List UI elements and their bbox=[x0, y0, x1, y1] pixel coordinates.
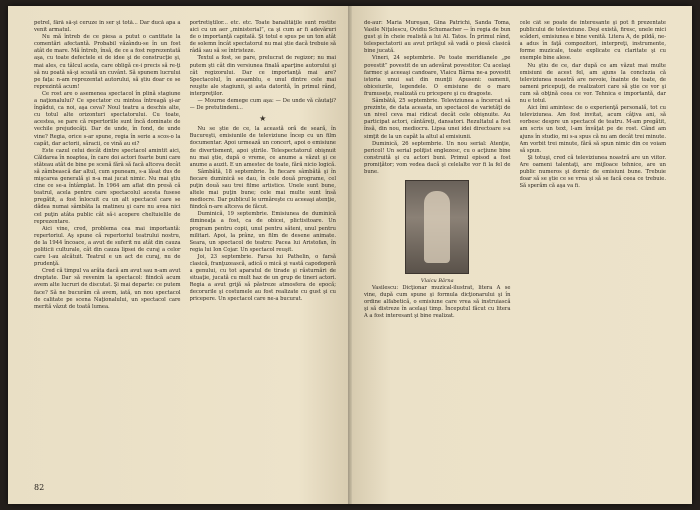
page-number: 82 bbox=[34, 483, 45, 492]
paragraph: Sâmbătă, 25 septembrie. Televiziunea a încercat să prezinte, de data aceasta, un spectacol de varietăţi de un nivel ceva mai ridicat decât cele obişnuite. Au participat actori, cântăreţi, dansatori. Rezultatul a fost însă, din nou, mediocru. Lipsa unei idei directoare s-a simţit de la un capăt la altul al emisiunii. bbox=[364, 98, 511, 140]
paragraph: Duminică, 19 septembrie. Emisiunea de duminică dimineaţa a fost, ca de obicei, plictisitoare. Un program pentru copii, unul pentru săteni, unul pentru militari. Apoi, la prânz, un film de desene animate. Seara, un spectacol de teatru: Pacea lui Aristofan, în regia lui Ion Cojar. Un spectacol reuşit. bbox=[189, 211, 336, 253]
paragraph: Nu se ştie de ce, la această oră de seară, în Bucureşti, emisiunile de televiziune încep cu un film documentar. Apoi urmează un concert, apoi o emisiune de divertisment, apoi ştirile. Telespectatorul obişnuit nu mai ştie, după o vreme, ce anume a văzut şi ce anume a auzit. E un amestec de toate, fără nicio logică. bbox=[189, 126, 336, 168]
paragraph: portretiştilor... etc. etc. Toate banalităţile sunt rostite aici cu un aer „ministerial”, ca şi cum ar fi adevăruri de o importanţă capitală. Şi totul e spus pe un ton atât de solemn încât spectatorul nu mai ştie dacă trebuie să râdă sau să se întristeze. bbox=[189, 20, 336, 55]
paragraph: Aici vine, cred, problema cea mai importantă: repertoriul. Aş spune că repertoriul teatrului nostru, de la 1944 încoace, a avut de suferit nu atât din cauza politicii culturale, cât din cauza lipsei de curaj a celor care l-au alcătuit. Teatrul e un act de curaj, nu de prudenţă. bbox=[34, 225, 181, 268]
paragraph: cele cât se poate de interesante şi pot fi prezentate publicului de televiziune. Deşi există, firesc, unele mici scăderi, emisiunea e bine venită. Litera A, de pildă, ne-a adus în faţă compozitori, interpreţi, instrumente, forme muzicale, toate explicate cu claritate şi cu exemple bine alese. bbox=[519, 20, 666, 62]
left-page-columns bbox=[34, 20, 336, 470]
paragraph: Joi, 23 septembrie. Farsa lui Pathelin, o farsă clasică, franţuzească, adică o mică şi vastă capodoperă a genului, cu tot aparatul de tirade şi răsturnări de situaţie, jucată cu mult haz de un grup de tineri actori. Regia a avut grijă să păstreze atmosfera de epocă; decorurile şi costumele au fost realizate cu gust şi cu pricepere. Un spectacol care ne-a bucurat. bbox=[189, 253, 336, 303]
right-page bbox=[350, 6, 692, 504]
book-spread bbox=[8, 6, 692, 504]
paragraph: Duminică, 26 septembrie. Un nou serial: Atenţie, pericol! Un serial poliţist englezesc, cu o acţiune bine construită şi cu actori buni. Primul episod a fost promiţător; vom vedea dacă şi celelalte vor fi la fel de bune. bbox=[364, 140, 511, 175]
photo-figure bbox=[405, 180, 469, 274]
paragraph: Vasilescu: Dicţionar muzical-ilustrat, litera A se vine, după cum spune şi formula dicţionarului şi în ordine alfabetică, o emisiune care vrea să instruiască şi să distreze în acelaşi timp. Începutul făcut cu litera A a fost interesant şi bine realizat. bbox=[364, 284, 511, 319]
paragraph: — Mourne demege cum aşa: — De unde vă căutaţi? — De pretutindeni... bbox=[189, 98, 336, 112]
paragraph: Nu ştiu de ce, dar după ce am văzut mai multe emisiuni de acest fel, am ajuns la concluzia că televiziunea noastră are nevoie, înainte de toate, de oameni pricepuţi, de realizatori care să ştie ce vor şi cum să obţină ceea ce vor. Tehnica e importantă, dar nu e totul. bbox=[519, 62, 666, 105]
left-column-1 bbox=[34, 20, 181, 470]
paragraph: Ce rost are o asemenea spectacol în plină stagiune a naţionalului? Ce spectator cu mintea întreagă şi-ar îngădui, ca noi, aşa ceva? Noul teatru a deschis alte, cu totul alte orizonturi spectatorului. Cu toate, acestea, se pare că repertoriile sunt încă dominate de vechile prejudecăţi. Dar de unde, în fond, de unde vine? Regia, orice s-ar spune, regia în serie a scos-o la capăt, dar actorii, săracii, ce vină au ei? bbox=[34, 90, 181, 147]
paragraph: petrel, fără să-şi ceruze în ser şi totă... Dar ducă apa a venit armatul. bbox=[34, 20, 181, 34]
paragraph: Cred că timpul va arăta dacă am avut sau n-am avut dreptate. Dar să revenim la spectacol: fiindcă acum avem alte lucruri de discutat. Şi mai departe: ce putem face? Să ne bucurăm că avem, iată, un nou spectacol de calitate pe scena Naţionalului, un spectacol care merită văzut de toată lumea. bbox=[34, 268, 181, 310]
figure-silhouette bbox=[424, 191, 450, 263]
paragraph: de-aur: Maria Mureşan, Gina Patrichi, Sanda Toma, Vasile Niţulescu, Ovidiu Schumacher — în regia de bun gust şi în cheie realistă a lui Al. Tatos. În primul rând, telespectatorii au avut prilejul să vadă o piesă clasică bine jucată. bbox=[364, 20, 511, 55]
right-page-columns bbox=[364, 20, 666, 470]
paragraph: Textul a fost, se pare, prelucrat de regizor; nu mai putem şti cât din versiunea finală aparţine autorului şi cât regizorului. Dar ce importanţă mai are? Spectacolul, în ansamblu, e unul dintre cele mai reuşite ale stagiunii, şi asta datorită, în primul rând, interpreţilor. bbox=[189, 55, 336, 97]
book-gutter bbox=[348, 6, 352, 504]
paragraph: Este cazul celui decât dintre spectacol amintit aici, Căldarea în noaptea, în care doi actori foarte buni care stăteau atât de bine pe scenă fără să facă altceva decât să zâmbească dar altul, cum spuneam, s-a lăsat dus de mişcarea generală şi n-a mai jucat nimic. Nu mai ştiu cine ce se-a întâmplat. În 1964 am aflat din presă că teatrul, acela pentru care spectacolul acesta fusese pregătit, a fost înlocuit cu un alt spectacol care se dădea numai sâmbăta la matineu şi care nu avea nici cel puţin atâta public cât să-i acopere cheltuielile de reprezentare. bbox=[34, 147, 181, 225]
paragraph: Vineri, 24 septembrie. Pe toate meridianele „pe povestit” povestit de un adevărat povestitor. Cu acelaşi farmec şi aceeaşi candoare, Vlaicu Bârna ne-a povestit istoria unui sat din munţii Apuseni: oamenii, obiceiurile, legendele. O emisiune de o mare frumuseţe, realizată cu pricepere şi cu dragoste. bbox=[364, 55, 511, 97]
section-star-icon: ★ bbox=[259, 114, 267, 124]
paragraph: Sâmbătă, 18 septembrie. În fiecare sâmbătă şi în fiecare duminică se dau, în cele două programe, cel puţin două sau trei filme artistice. Unele sunt bune, altele mai puţin bune; cele mai multe sunt însă mediocre. Dar publicul le urmăreşte cu aceeaşi atenţie, fiindcă n-are altceva de făcut. bbox=[189, 168, 336, 211]
paragraph: Şi totuşi, cred că televiziunea noastră are un viitor. Are oameni talentaţi, are mijloace tehnice, are un public numeros şi dornic de emisiuni bune. Trebuie doar să se ştie ce se vrea şi să se facă ceea ce trebuie. Să sperăm că aşa va fi. bbox=[519, 154, 666, 190]
right-column-1 bbox=[364, 20, 511, 470]
right-column-2 bbox=[520, 20, 667, 470]
paragraph: Aici îmi amintesc de o experienţă personală, tot cu televiziunea. Am fost invitat, acum câţiva ani, să vorbesc despre un spectacol de teatru. M-am pregătit, am scris un text, l-am învăţat pe de rost. Când am ajuns în studio, mi s-a spus că nu am decât trei minute. Am vorbit trei minute, fără să spun nimic din ce voiam să spun. bbox=[519, 105, 666, 154]
figure-caption: Vlaicu Bârna bbox=[420, 278, 454, 285]
left-column-2 bbox=[190, 20, 337, 470]
paragraph: Nu mă întreb de ce piesa a putut o cantitate la comentări afectantă. Probabil văzându-se în un fost atât de mare. Mă întreb, însă, de ce a fost reprezentată aşa, cu toate defectele ei de idee şi de construcţie şi, mai ales, cu tâlcul acela, care obligă ce-i precis să re-ţi să nu poată să-şi scoată un cuvânt. Să spunem lucrului pe faţa: n-am reprezentat autorului, să ştiu doar ce se reprezintă acum! bbox=[34, 34, 181, 90]
left-page bbox=[8, 6, 350, 504]
